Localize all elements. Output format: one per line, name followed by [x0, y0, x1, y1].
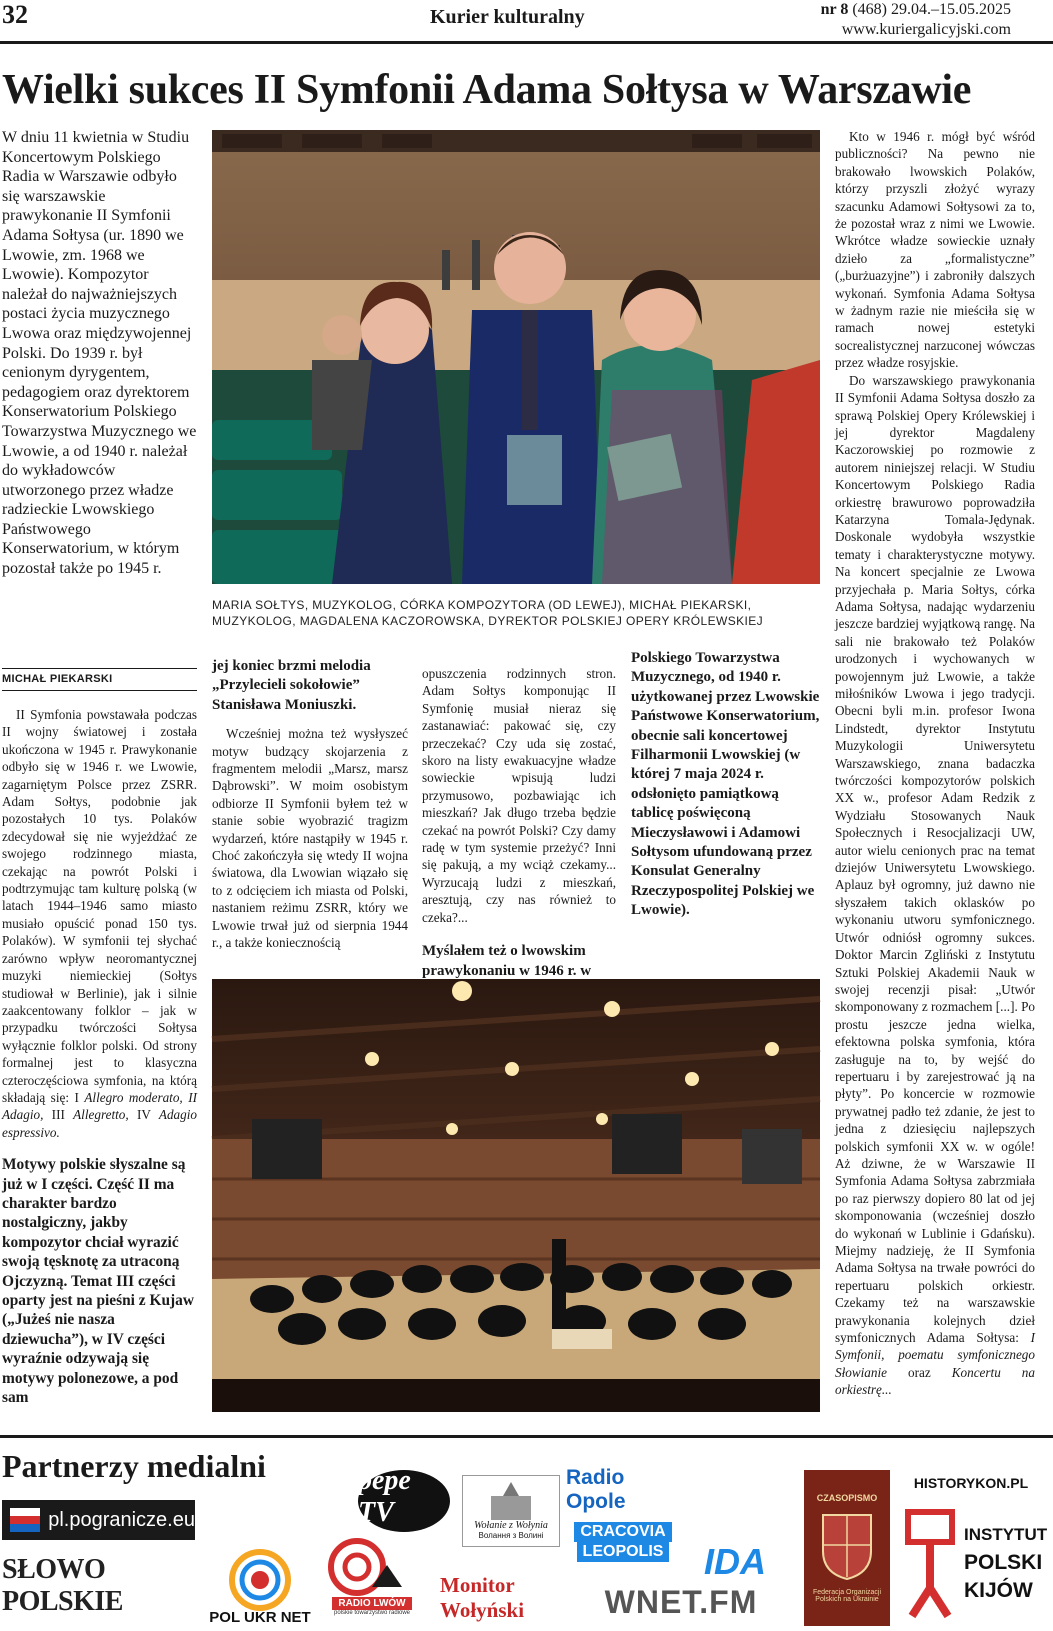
czasopismo-text: CZASOPISMO [816, 1493, 878, 1503]
movement-separator-1: III [43, 1107, 74, 1123]
movement-4: Adagio espressivo. [2, 1107, 197, 1140]
federacja-text: Federacja Organizacji Polskich na Ukrainie [812, 1589, 882, 1603]
byline-divider-bottom [2, 690, 197, 691]
pepe-tv-logo[interactable] [358, 1464, 450, 1538]
works-list-1: I Symfonii, poematu symfonicznego Słowianie [835, 1330, 1035, 1380]
column-5-text: Do warszawskiego prawykonania II Symfonii Adama Sołtysa doszło za sprawą Polskiej Opery Królewskiej i jej dyrektor Magdaleny Kaczorowskiej po rozmowie z autorem niniejszej relacji. W Studiu Koncertowym Polskiego Radia orkiestrę brawurowo poprowadziła Katarzyna Tomala-Jędynak. Doskonale wydobyła wszystkie tematy i charakterystyczne motywy. Na koncert specjalnie ze Lwowa przyjechała p. Maria Sołtys, córka Adama Sołtysa, nadając wydarzeniu jeszcze bardziej wyjątkową rangę. Na sali nie brakowało też Polaków urodzonych i wychowanych w powojennym już Lwowie, a także miłośników Lwowa i jego tradycji. Obecni byli m.in. profesor Iwona Lindstedt, dyrektor Instytutu Muzykologii Uniwersytetu Warszawskiego, znana badaczka twórczości kompozytorów polskich XX w., profesor Adam Redzik z Wydziału Stosowanych Nauk Społecznych i Resocjalizacji UW, autor wielu cenionych prac na temat dziejów Uniwersytetu Lwowskiego. Aplauz był ogromny, już dawno nie słyszałem takich oklasków po wykonaniu utworu symfonicznego. Utwór odniósł ogromny sukces. Doktor Marcin Zgliński z Instytutu Sztuki Polskiej Akademii Nauk w swojej recenzji pisał: „Utwór skomponowany z rozmachem [...]. Po prostu jeszcze jedna wielka, efektowna polska symfonia, która zasługuje na to, by wejść do repertuaru i by zarejestrować ją na płyty”. Po koncercie w rozmowie prywatnej padło też zdanie, że jest to jedna z dziesięciu najlepszych polskich symfonii XX w. w ogóle! Aż dziwne, że w Warszawie II Symfonia Adama Sołtysa zabrzmiała po raz pierwszy dopiero 80 lat od jej skomponowania (wcześniej doszło do wykonań w Lublinie i Gdańsku). Miejmy nadzieję, że II Symfonia Adama Sołtysa na trwałe powróci do repertuaru polskich orkiestr. Czekamy też na warszawskie prawykonania kolejnych dzieł symfonicznych Adama Sołtysa: [835, 372, 1035, 1346]
article-column-5 [835, 128, 1035, 1399]
polukrnet-logo[interactable] [205, 1528, 315, 1628]
column-5-paragraph-1: Kto w 1946 r. mógł być wśród publiczności? Na pewno nie brakowało lwowskich Polaków, którzy przyszli złożyć wyrazy szacunku Adamowi Sołtysowi za to, że pozostał wraz z nimi we Lwowie. Wkrótce władze sowieckie uznały dzieło za „formalistyczne” („burżuazyjne”) i zabroniły dalszych wykonań. Symfonia Adama Sołtysa w żadnym razie nie mieściła się w ramach nowej estetyki socrealistycznej narzuconej wówczas przez władze rosyjskie. [835, 129, 1035, 371]
photo-orchestra-concert [212, 979, 820, 1412]
historykon-logo[interactable] [910, 1470, 1032, 1496]
byline-divider-top [2, 668, 197, 669]
coat-of-arms-icon [819, 1511, 875, 1581]
photo-orchestra-illustration [212, 979, 820, 1412]
article-column-1 [2, 706, 197, 1407]
cracovia-text: CRACOVIA [574, 1522, 671, 1542]
pogranicze-text: pl.pogranicze.eu [48, 1508, 195, 1531]
kijow-text: KIJÓW [964, 1579, 1033, 1602]
wolanie-logo[interactable] [462, 1475, 560, 1547]
photo-portrait-three-people [212, 130, 820, 584]
website-link[interactable]: www.kuriergalicyjski.com [841, 21, 1011, 38]
movement-separator-2: IV [128, 1107, 159, 1123]
wolanie-ua-text: Волання з Волині [478, 1531, 544, 1540]
issue-dates: (468) 29.04.–15.05.2025 [848, 1, 1011, 18]
partners-title: Partnerzy medialni [2, 1448, 266, 1484]
polski-text: POLSKI [964, 1551, 1043, 1574]
column-1-text: II Symfonia powstawała podczas II wojny światowej i została ukończona w 1945 r. Prawykonanie odbyło się w 1946 r. we Lwowie, zagarniętym Polsce przez ZSRR. Adam Sołtys, podobnie jak pozostałych 10 tys. Polaków zdecydował się nie wyjeżdżać ze swojego rodzinnego miasta, czekając na powrót Polski i podtrzymując tam kulturę polską (w latach 1944–1946 samo miasto musiało opuścić ponad 150 tys. Polaków). W symfonii tej słychać zarówno wpływ neoromantycznej muzyki niemieckiej (Sołtys studiował w Berlinie), jak i silnie zaakcentowany folklor – jak w przypadku twórczości Sołtysa wyłącznie folklor polski. Od strony formalnej jest to klasyczna czteroczęściowa symfonia, na którą składają się: I [2, 707, 197, 1105]
cracovia-leopolis-logo[interactable] [566, 1520, 680, 1564]
radio-lwow-logo[interactable] [318, 1530, 426, 1622]
works-list-2: Koncertu na orkiestrę... [835, 1364, 1035, 1398]
article-byline: MICHAŁ PIEKARSKI [2, 673, 113, 685]
wnet-fm-logo[interactable] [584, 1582, 778, 1622]
wolanie-text: Wołanie z Wołynia [474, 1520, 548, 1531]
page-header [0, 0, 1053, 44]
works-separator: oraz [887, 1364, 952, 1380]
pepe-tv-text: pepe TV [358, 1464, 411, 1528]
slowo-polskie-text: SŁOWO POLSKIE [2, 1554, 123, 1617]
article-column-3 [422, 665, 616, 1000]
pogranicze-logo[interactable] [2, 1500, 195, 1540]
article-headline: Wielki sukces II Symfonii Adama Sołtysa w Warszawie [2, 67, 972, 113]
polukrnet-text: POL UKR NET [209, 1609, 311, 1626]
pull-quote-1: Motywy polskie słyszalne są już w I części. Część II ma charakter bardzo nostalgiczny, jakby kompozytor chciał wyrazić swoją tęsknotę za utraconą Ojczyzną. Temat III części oparty jest na pieśni z Kujaw („Jużeś nie nasza dziewucha”), w IV części wyraźnie odzywają się motywy polonezowe, a pod sam [2, 1156, 194, 1407]
page-number: 32 [2, 0, 28, 29]
figure-icon [900, 1508, 960, 1618]
historykon-text: HISTORYKON.PL [913, 1475, 1029, 1491]
slowo-polskie-logo[interactable] [2, 1554, 197, 1617]
pull-quote-2: jej koniec brzmi melodia „Przylecieli sokołowie” Stanisława Moniuszki. [212, 658, 371, 713]
wnet-fm-text: WNET.FM [604, 1583, 758, 1620]
radio-lwow-text: RADIO LWÓW [332, 1597, 411, 1610]
pull-quote-3: Myślałem też o lwowskim prawykonaniu w 1946 r. w [422, 943, 592, 979]
leopolis-text: LEOPOLIS [577, 1542, 670, 1562]
pull-quote-4: Polskiego Towarzystwa Muzycznego, od 1940 r. użytkowanej przez Lwowskie Państwowe Konserwatorium, obecnie sali koncertowej Filharmonii Lwowskiej (w której 7 maja 2024 r. odsłonięto pamiątkową tablicę poświęconą Mieczysławowi i Adamowi Sołtysom ufundowaną przez Konsulat Generalny Rzeczypospolitej Polskiej we Lwowie). [631, 650, 820, 919]
issue-info [821, 0, 1011, 40]
issue-number: nr 8 [820, 1, 849, 18]
article-lead: W dniu 11 kwietnia w Studiu Koncertowym Polskiego Radia w Warszawie odbyło się warszawskie prawykonanie II Symfonii Adama Sołtysa (ur. 1890 we Lwowie, zm. 1968 we Lwowie). Kompozytor należał do najważniejszych postaci życia muzycznego Lwowa oraz międzywojennej Polski. Do 1939 r. był cenionym dyrygentem, pedagogiem oraz dyrektorem Konserwatorium Polskiego Towarzystwa Muzycznego we Lwowie, a od 1940 r. należał do wykładowców utworzonego przez władze radzieckie Lwowskiego Państwowego Konserwatorium, w którym pozostał także po 1945 r. [2, 129, 197, 578]
article-column-4 [631, 649, 821, 921]
czasopismo-logo[interactable] [804, 1470, 890, 1626]
column-5-paragraph-2 [835, 372, 1035, 1399]
instytut-text: INSTYTUT [964, 1525, 1048, 1544]
pepe-tv-url: www.pepe-tv.eu [378, 1528, 430, 1538]
column-1-paragraph [2, 706, 197, 1141]
flag-icon [10, 1508, 40, 1532]
monitor-wolynski-logo[interactable] [440, 1573, 570, 1622]
movement-3: Allegretto, [73, 1107, 129, 1123]
publication-title: Kurier kulturalny [430, 6, 585, 28]
monitor-wolynski-text: Monitor Wołyński [440, 1573, 525, 1622]
movement-1-2: Allegro moderato, II Adagio, [2, 1089, 197, 1123]
church-icon [481, 1482, 541, 1520]
radio-opole-text: Radio Opole [566, 1466, 626, 1513]
column-3-paragraph: opuszczenia rodzinnych stron. Adam Sołtys komponując II Symfonię musiał nieraz się zastanawiać: pakować się, czy przeczekać? Czy uda się zostać, skoro na listy ewakuacyjne władze sowieckie wpisują ludzi przymusowo, pozbawiając ich mieszkań? Jak długo trzeba będzie czekać na powrót Polski? Czy damy radę w tym systemie przeżyć? Inni się pakują, a my wciąż czekamy... Wyrzucają ludzi z mieszkań, aresztują, czy nas również to czeka?... [422, 666, 616, 925]
photo-portrait-illustration [212, 130, 820, 584]
footer-rule [0, 1435, 1053, 1438]
article-column-2 [212, 657, 408, 952]
radio-lwow-emblem-icon [327, 1537, 417, 1597]
column-2-paragraph: Wcześniej można też wysłyszeć motyw budzący skojarzenia z fragmentem melodii „Marsz, marsz Dąbrowski”. W moim osobistym odbiorze II Symfonii byłem też w stanie sobie wyobrazić tragizm wydarzeń, które nastąpiły w 1945 r. Choć zakończyła się wtedy II wojna światowa, dla Lwowian wiązało się to z odcięciem ich miasta od Polski, nastaniem reżimu ZSRR, który we Lwowie trwał już od sierpnia 1944 r., a także koniecznością [212, 726, 408, 951]
instytut-polski-emblem [900, 1506, 960, 1620]
header-rule [0, 41, 1053, 44]
instytut-polski-logo[interactable] [964, 1506, 1048, 1620]
radio-opole-logo[interactable] [566, 1466, 680, 1513]
radio-lwow-subtitle: polskie towarzystwo radiowe [333, 1609, 411, 1616]
ida-logo[interactable] [690, 1540, 780, 1584]
ida-text: IDA [704, 1541, 766, 1582]
photo-caption: MARIA SOŁTYS, MUZYKOLOG, CÓRKA KOMPOZYTORA (OD LEWEJ), MICHAŁ PIEKARSKI, MUZYKOLOG, MAGDALENA KACZOROWSKA, DYREKTOR POLSKIEJ OPERY KRÓLEWSKIEJ [212, 598, 764, 628]
